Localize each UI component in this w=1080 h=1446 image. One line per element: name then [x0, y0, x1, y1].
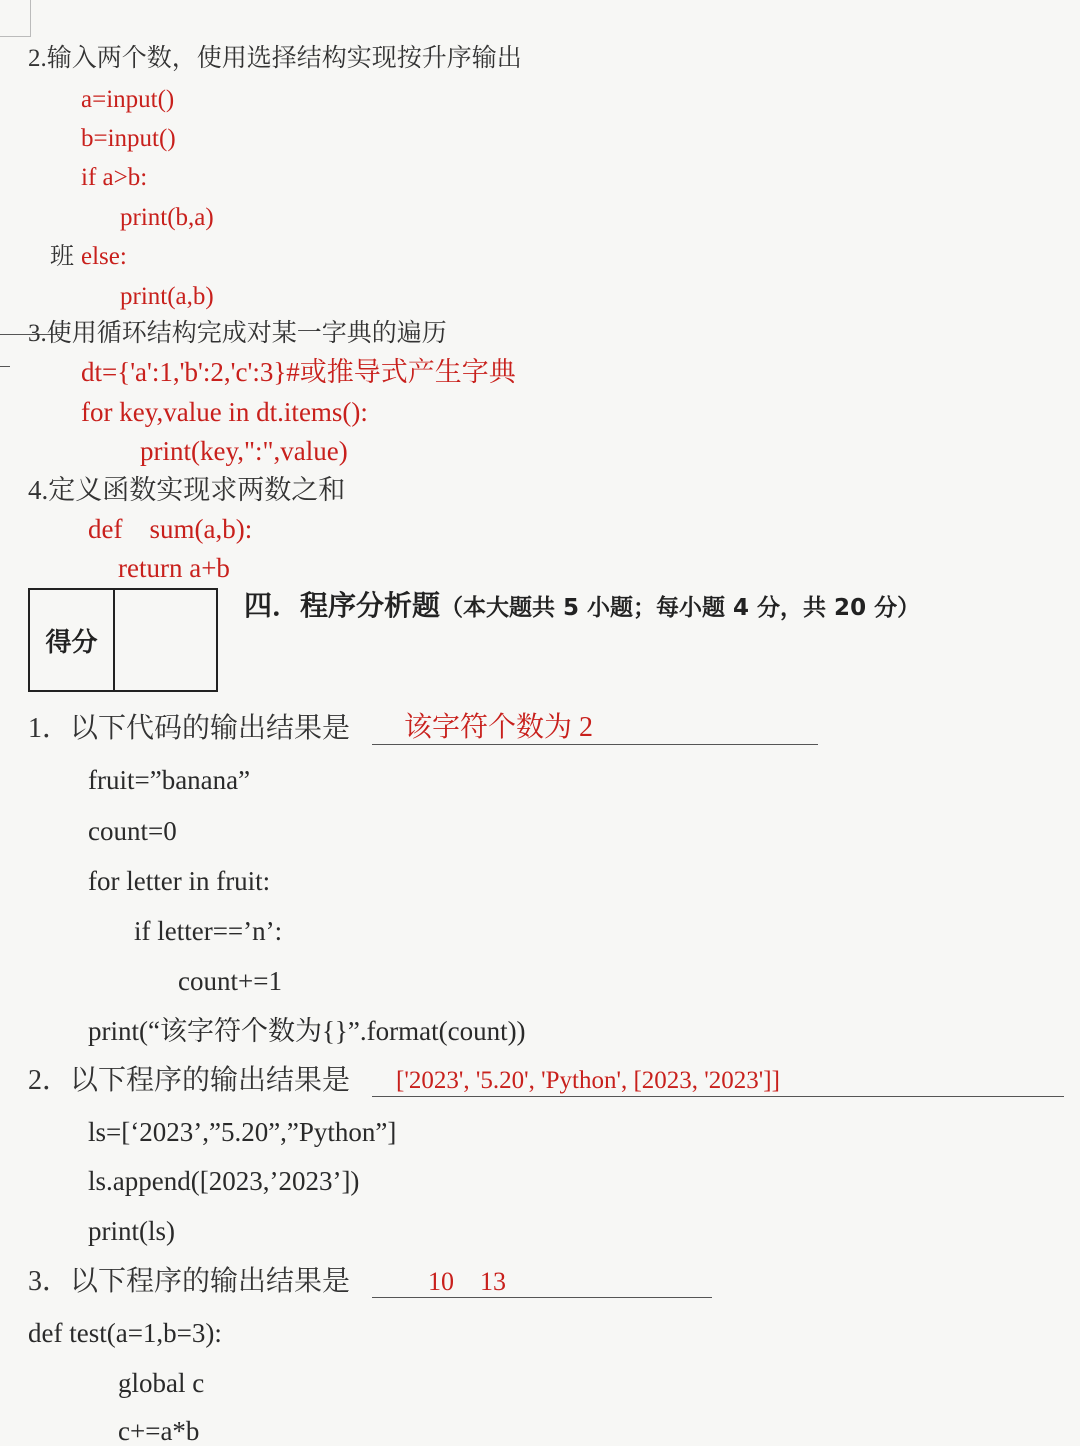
- code-line: print(key,":",value): [140, 436, 348, 466]
- margin-character: 班: [50, 244, 74, 270]
- margin-tick: [0, 366, 10, 367]
- code-line: count=0: [88, 816, 177, 846]
- analysis-q3-prompt: 3．以下程序的输出结果是: [28, 1266, 351, 1297]
- score-box: [28, 588, 218, 692]
- section-4-title: [244, 589, 921, 622]
- code-line: ls.append([2023,’2023’]): [88, 1166, 360, 1196]
- score-label: 得分: [30, 590, 115, 690]
- code-line: else:: [81, 243, 127, 270]
- code-line: if a>b:: [81, 164, 148, 191]
- code-line: print(ls): [88, 1216, 175, 1246]
- code-line: c+=a*b: [118, 1416, 200, 1446]
- answer-underline: [372, 744, 818, 745]
- page-corner-mark: [0, 0, 31, 37]
- question-3-title: 3.使用循环结构完成对某一字典的遍历: [28, 320, 447, 347]
- code-line: a=input(): [81, 86, 175, 113]
- section-4-heading: 四．程序分析题: [244, 589, 441, 622]
- answer-underline: [372, 1297, 712, 1298]
- code-line: print(b,a): [120, 204, 214, 231]
- code-line: ls=[‘2023’,”5.20”,”Python”]: [88, 1117, 397, 1147]
- analysis-q1-prompt: 1．以下代码的输出结果是: [28, 713, 351, 744]
- code-line: b=input(): [81, 125, 176, 152]
- code-line: for key,value in dt.items():: [81, 397, 368, 427]
- code-line: for letter in fruit:: [88, 866, 271, 896]
- code-line: count+=1: [178, 966, 282, 996]
- analysis-q1-answer: 该字符个数为 2: [404, 712, 594, 743]
- question-4-title: 4.定义函数实现求两数之和: [28, 475, 346, 505]
- code-line: fruit=”banana”: [88, 765, 251, 795]
- code-line: return a+b: [118, 553, 230, 583]
- analysis-q2-answer: ['2023', '5.20', 'Python', [2023, '2023']]: [396, 1067, 780, 1094]
- code-line: print(a,b): [120, 283, 214, 310]
- score-blank-cell: [115, 590, 216, 690]
- code-line: global c: [118, 1368, 205, 1398]
- question-2-title: 2.输入两个数，使用选择结构实现按升序输出: [28, 45, 522, 72]
- analysis-q3-answer: 10 13: [428, 1267, 506, 1296]
- code-line: print(“该字符个数为{}”.format(count)): [88, 1016, 526, 1046]
- section-4-subtitle: （本大题共 5 小题；每小题 4 分，共 20 分）: [440, 595, 921, 621]
- code-line: dt={'a':1,'b':2,'c':3}#或推导式产生字典: [81, 357, 516, 387]
- code-line: def test(a=1,b=3):: [28, 1318, 222, 1348]
- code-line: def sum(a,b):: [88, 514, 253, 544]
- answer-underline: [372, 1096, 1064, 1097]
- analysis-q2-prompt: 2．以下程序的输出结果是: [28, 1065, 351, 1096]
- code-line: if letter==’n’:: [134, 916, 283, 946]
